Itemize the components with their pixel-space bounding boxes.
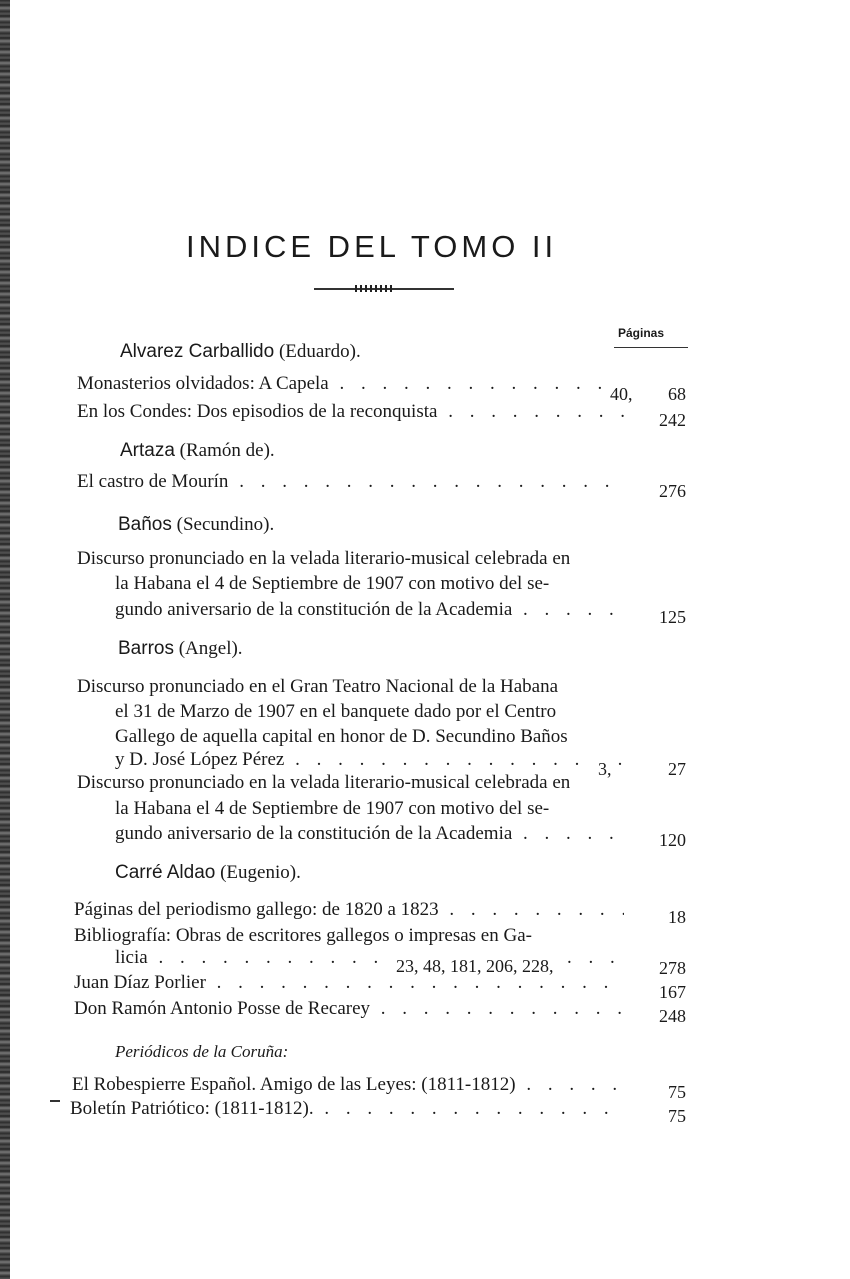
entry-title: Don Ramón Antonio Posse de Recarey . . . bbox=[74, 997, 624, 1021]
author-heading bbox=[120, 440, 275, 462]
entry-title-continued: gundo aniversario de la constitución de la Academia . . . bbox=[115, 822, 627, 846]
entry-title-continued: y D. José López Pérez . . . bbox=[115, 748, 627, 772]
entry-title-continued: licia . . . bbox=[115, 946, 627, 970]
entry-title: Boletín Patriótico: (1811-1812). . . . bbox=[70, 1097, 620, 1121]
author-given-name: (Secundino). bbox=[176, 514, 275, 535]
entry-refs: 3, bbox=[594, 757, 612, 781]
entry-title: Juan Díaz Porlier . . . bbox=[74, 971, 624, 995]
entry-title: El Robespierre Español. Amigo de las Leyes: (1811-1812) . . . bbox=[72, 1073, 622, 1097]
title-ornament-mark bbox=[355, 285, 395, 292]
margin-mark bbox=[50, 1100, 60, 1102]
author-heading bbox=[120, 341, 361, 363]
book-binding-edge bbox=[0, 0, 10, 1279]
entry-page-number: 75 bbox=[668, 1082, 686, 1102]
entry-page-number: 278 bbox=[659, 958, 686, 978]
entry-page-number: 248 bbox=[659, 1006, 686, 1026]
author-name: Baños bbox=[118, 514, 172, 535]
page-title: INDICE DEL TOMO II bbox=[186, 229, 558, 264]
entry-refs: 23, 48, 181, 206, 228, bbox=[392, 954, 554, 978]
entry-page-number: 18 bbox=[668, 907, 686, 927]
entry-page-number: 276 bbox=[659, 481, 686, 501]
entry-page-number: 68 bbox=[668, 384, 686, 404]
entry-refs: 40, bbox=[606, 382, 633, 406]
entry-title-continued: el 31 de Marzo de 1907 en el banquete dado por el Centro bbox=[115, 701, 557, 722]
author-given-name: (Eduardo). bbox=[278, 341, 361, 362]
entry-title: Discurso pronunciado en la velada literario-musical celebrada en bbox=[77, 772, 571, 793]
author-name: Carré Aldao bbox=[115, 862, 216, 883]
entry-title: Monasterios olvidados: A Capela . . . bbox=[77, 372, 627, 396]
author-heading bbox=[118, 514, 274, 536]
author-given-name: (Eugenio). bbox=[220, 862, 301, 883]
pages-column-header: Páginas bbox=[618, 326, 665, 340]
entry-title: Discurso pronunciado en la velada literario-musical celebrada en bbox=[77, 548, 571, 569]
entry-page-number: 120 bbox=[659, 830, 686, 850]
author-name: Artaza bbox=[120, 440, 175, 461]
entry-title-continued: la Habana el 4 de Septiembre de 1907 con motivo del se- bbox=[115, 798, 550, 819]
periodicals-heading: Periódicos de la Coruña: bbox=[115, 1042, 289, 1061]
author-heading bbox=[115, 862, 301, 884]
entry-title: Páginas del periodismo gallego: de 1820 a 1823 . . . bbox=[74, 898, 624, 922]
author-given-name: (Ramón de). bbox=[179, 440, 275, 461]
entry-title: Bibliografía: Obras de escritores gallegos o impresas en Ga- bbox=[74, 925, 532, 946]
entry-title-continued: gundo aniversario de la constitución de la Academia . . . bbox=[115, 598, 627, 622]
entry-page-number: 75 bbox=[668, 1106, 686, 1126]
entry-title-continued: la Habana el 4 de Septiembre de 1907 con motivo del se- bbox=[115, 573, 550, 594]
author-given-name: (Angel). bbox=[178, 638, 243, 659]
author-name: Barros bbox=[118, 638, 174, 659]
entry-title: Discurso pronunciado en el Gran Teatro Nacional de la Habana bbox=[77, 676, 559, 697]
pages-column-rule bbox=[614, 347, 688, 348]
entry-title-continued: Gallego de aquella capital en honor de D. Secundino Baños bbox=[115, 726, 568, 747]
author-name: Alvarez Carballido bbox=[120, 341, 275, 362]
entry-title: En los Condes: Dos episodios de la reconquista . . . bbox=[77, 400, 627, 424]
author-heading bbox=[118, 638, 243, 660]
entry-page-number: 27 bbox=[668, 759, 686, 779]
entry-page-number: 167 bbox=[659, 982, 686, 1002]
entry-page-number: 242 bbox=[659, 410, 686, 430]
entry-page-number: 125 bbox=[659, 607, 686, 627]
entry-title: El castro de Mourín . . . bbox=[77, 470, 627, 494]
